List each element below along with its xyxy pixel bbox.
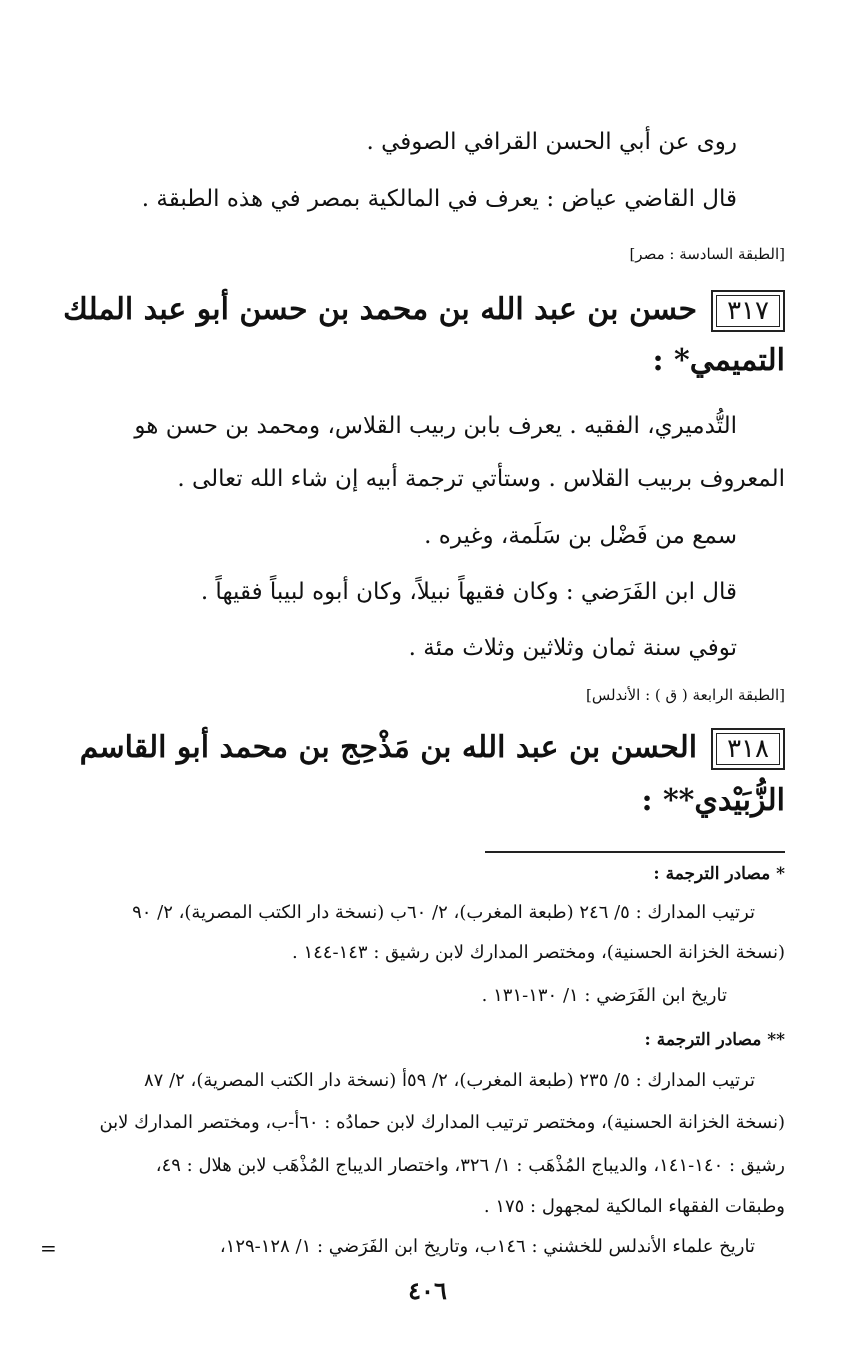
- entry-317-heading: [63, 290, 785, 332]
- entry-title: الحسن بن عبد الله بن مَذْحِج بن محمد أبو القاسم: [79, 730, 698, 765]
- paragraph-line: قال ابن الفَرَضي : وكان فقيهاً نبيلاً، وكان أبوه لبيباً فقيهاً .: [200, 579, 737, 605]
- class-label: [الطبقة الرابعة ( ق ) : الأندلس]: [585, 686, 785, 704]
- paragraph-line: المعروف بربيب القلاس . وستأتي ترجمة أبيه إن شاء الله تعالى .: [177, 466, 785, 492]
- entry-318-heading: [70, 728, 785, 770]
- footnote-line: تاريخ علماء الأندلس للخشني : ١٤٦ب، وتاريخ ابن الفَرَضي : ١/ ١٢٨-١٢٩،: [219, 1236, 755, 1257]
- footnote-line: ترتيب المدارك : ٥/ ٢٣٥ (طبعة المغرب)، ٢/ ٥٩أ (نسخة دار الكتب المصرية)، ٢/ ٨٧: [144, 1070, 755, 1091]
- entry-title: حسن بن عبد الله بن محمد بن حسن أبو عبد الملك: [63, 292, 698, 327]
- footnote-divider: [485, 851, 785, 853]
- entry-number-box: ٣١٧: [711, 290, 785, 332]
- paragraph-line: قال القاضي عياض : يعرف في المالكية بمصر في هذه الطبقة .: [141, 186, 737, 212]
- footnote-line: وطبقات الفقهاء المالكية لمجهول : ١٧٥ .: [483, 1196, 785, 1217]
- entry-318-heading-cont: الزُّبَيْدي** :: [641, 783, 785, 818]
- footnote-line: (نسخة الخزانة الحسنية)، ومختصر المدارك لابن رشيق : ١٤٣-١٤٤ .: [292, 942, 785, 963]
- entry-317-heading-cont: التميمي* :: [652, 343, 785, 378]
- paragraph-line: توفي سنة ثمان وثلاثين وثلاث مئة .: [408, 635, 737, 661]
- class-label: [الطبقة السادسة : مصر]: [629, 245, 785, 263]
- paragraph-line: روى عن أبي الحسن القرافي الصوفي .: [366, 129, 737, 155]
- paragraph-line: التُّدميري، الفقيه . يعرف بابن ربيب القلاس، ومحمد بن حسن هو: [134, 413, 737, 439]
- footnote-heading: * مصادر الترجمة :: [653, 864, 785, 884]
- footnote-line: ترتيب المدارك : ٥/ ٢٤٦ (طبعة المغرب)، ٢/ ٦٠ب (نسخة دار الكتب المصرية)، ٢/ ٩٠: [132, 902, 755, 923]
- footnote-line: رشيق : ١٤٠-١٤١، والديباج المُذْهَب : ١/ ٣٢٦، واختصار الديباج المُذْهَب لابن هلال : ٤٩،: [155, 1155, 785, 1176]
- continuation-marker: =: [40, 1236, 57, 1260]
- entry-number-box: ٣١٨: [711, 728, 785, 770]
- paragraph-line: سمع من فَضْل بن سَلَمة، وغيره .: [424, 523, 737, 549]
- footnote-line: (نسخة الخزانة الحسنية)، ومختصر ترتيب المدارك لابن حمادُه : ٦٠أ-ب، ومختصر المدارك لابن: [99, 1112, 785, 1133]
- footnote-line: تاريخ ابن الفَرَضي : ١/ ١٣٠-١٣١ .: [481, 985, 727, 1006]
- footnote-heading: ** مصادر الترجمة :: [644, 1030, 785, 1050]
- page-number: ٤٠٦: [408, 1276, 447, 1305]
